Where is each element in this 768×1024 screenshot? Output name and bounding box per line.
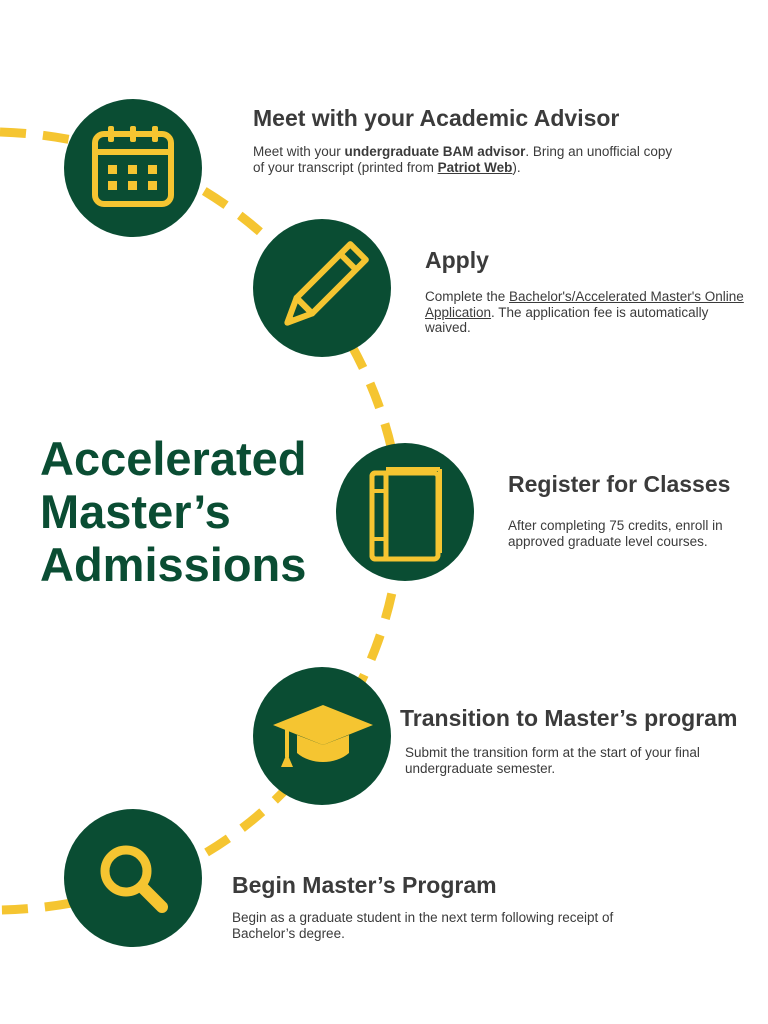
step-1-circle [64,99,202,237]
step-1-heading: Meet with your Academic Advisor [253,105,620,131]
step-4-circle [253,667,391,805]
graduation-cap-icon [253,667,391,805]
step-5-circle [64,809,202,947]
application-link[interactable]: Bachelor's/Accelerated Master's Online Application [425,289,744,320]
step-2-description: Complete the Bachelor's/Accelerated Master's Online Application. The application fee is automatically waived. [425,289,744,335]
calendar-icon [64,99,202,237]
magnifying-glass-icon [64,809,202,947]
step-1-description: Meet with your undergraduate BAM advisor. Bring an unofficial copy of your transcript (printed from Patriot Web). [253,144,673,175]
step-4-heading: Transition to Master’s program [400,705,738,731]
step-2-circle [253,219,391,357]
pencil-icon [253,219,391,357]
title-line-1: Accelerated [40,432,307,485]
page-title [40,432,307,591]
advisor-emphasis: undergraduate BAM advisor [344,144,526,159]
step-3-circle [336,443,474,581]
step-3-description: After completing 75 credits, enroll in approved graduate level courses. [508,518,723,549]
step-5-description: Begin as a graduate student in the next term following receipt of Bachelor’s degree. [232,910,614,941]
patriot-web-link[interactable]: Patriot Web [437,159,513,175]
step-2-heading: Apply [425,247,489,273]
title-line-3: Admissions [40,538,307,591]
step-5-heading: Begin Master’s Program [232,872,497,898]
step-3-heading: Register for Classes [508,471,731,497]
book-icon [336,443,474,581]
step-4-description: Submit the transition form at the start of your final undergraduate semester. [405,745,700,776]
title-line-2: Master’s [40,485,231,538]
